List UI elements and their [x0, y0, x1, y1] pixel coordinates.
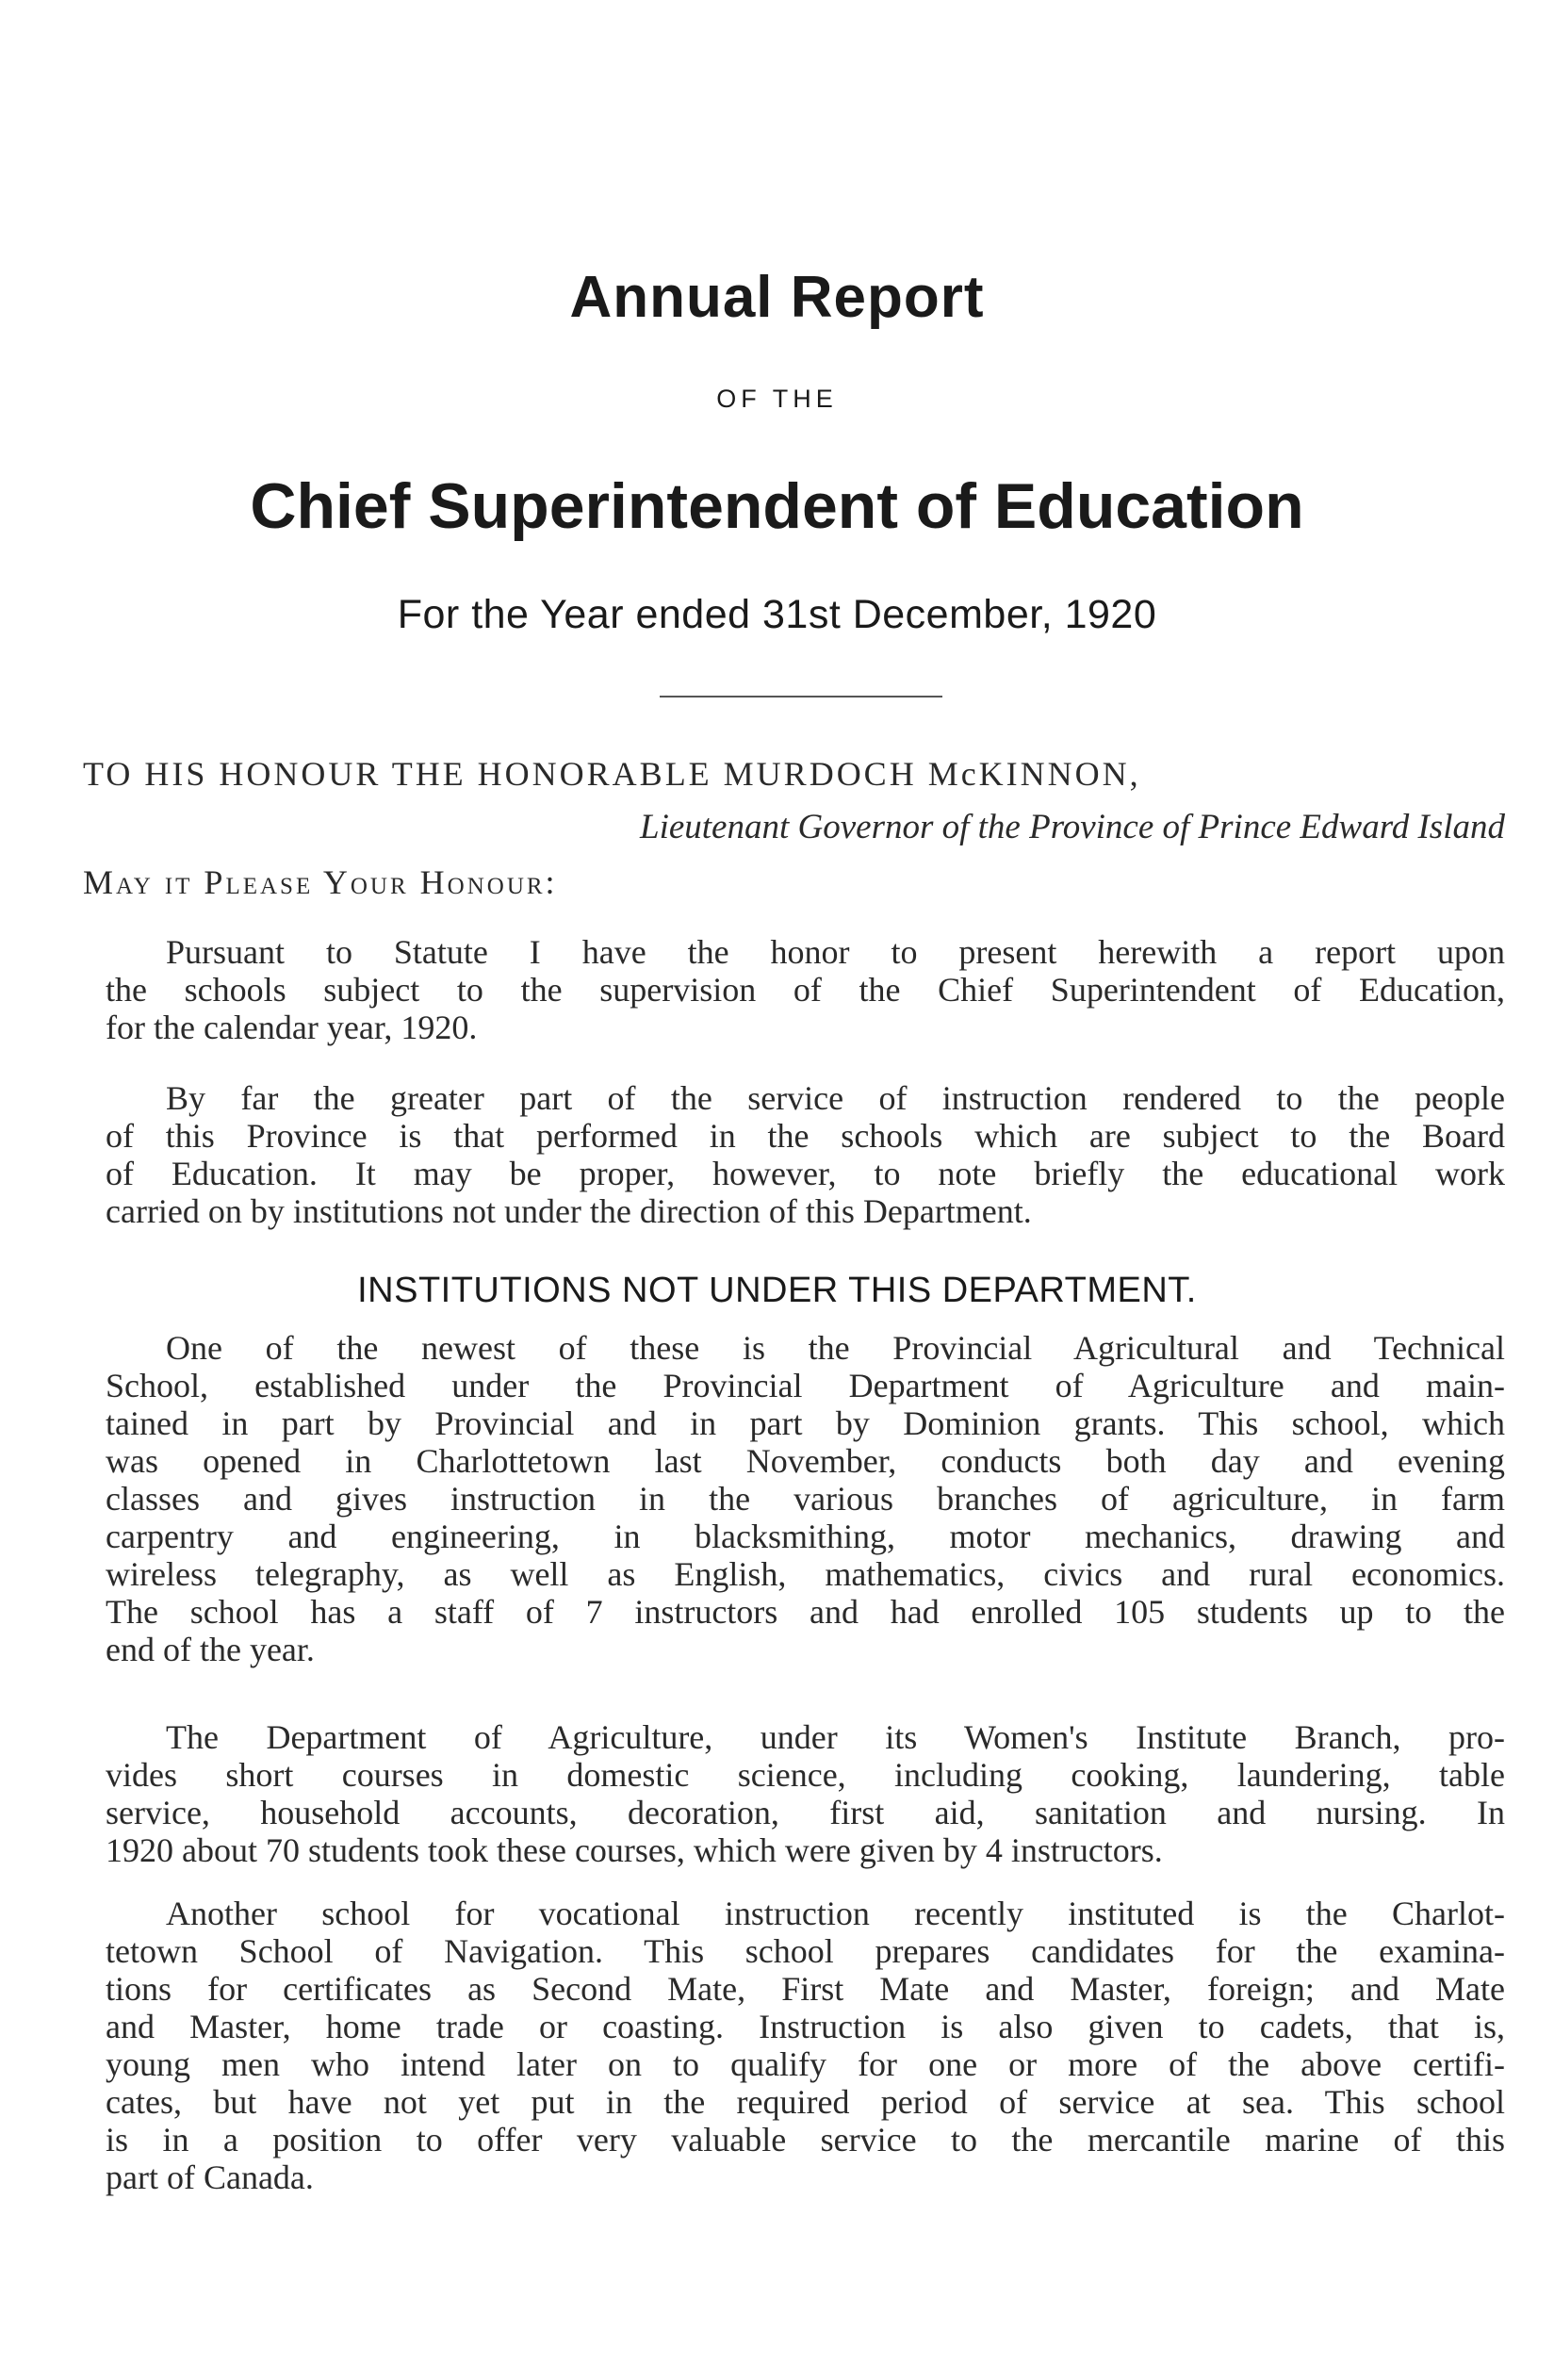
paragraph-line: young men who intend later on to qualify for one or more of the above certifi- — [106, 2045, 1505, 2083]
report-subtitle: Chief Superintendent of Education — [250, 470, 1304, 542]
title-divider — [660, 696, 942, 698]
paragraph-line: Pursuant to Statute I have the honor to present herewith a report upon — [166, 933, 1505, 971]
paragraph-line: was opened in Charlottetown last November, conducts both day and evening — [106, 1442, 1505, 1480]
paragraph-overview — [106, 1079, 1505, 1230]
report-title: Annual Report — [569, 265, 985, 330]
paragraph-line: The Department of Agriculture, under its Women's Institute Branch, pro- — [166, 1718, 1505, 1756]
paragraph-line: for the calendar year, 1920. — [106, 1009, 478, 1046]
paragraph-line: The school has a staff of 7 instructors and had enrolled 105 students up to the — [106, 1593, 1505, 1631]
paragraph-line: end of the year. — [106, 1631, 315, 1668]
paragraph-line: One of the newest of these is the Provincial Agricultural and Technical — [166, 1329, 1505, 1367]
report-title-connector: OF THE — [716, 385, 838, 413]
paragraph-line: tions for certificates as Second Mate, First Mate and Master, foreign; and Mate — [106, 1970, 1505, 2008]
paragraph-womens-institute — [106, 1718, 1505, 1869]
paragraph-line: is in a position to offer very valuable service to the mercantile marine of this — [106, 2121, 1505, 2158]
paragraph-line: 1920 about 70 students took these courses, which were given by 4 instructors. — [106, 1831, 1163, 1869]
paragraph-line: carpentry and engineering, in blacksmithing, motor mechanics, drawing and — [106, 1518, 1505, 1555]
salutation: May it Please Your Honour: — [83, 863, 558, 901]
paragraph-line: tetown School of Navigation. This school prepares candidates for the examina- — [106, 1932, 1505, 1970]
paragraph-line: carried on by institutions not under the direction of this Department. — [106, 1192, 1032, 1230]
paragraph-line: School, established under the Provincial Department of Agriculture and main- — [106, 1367, 1505, 1404]
address-recipient: TO HIS HONOUR THE HONORABLE MURDOCH McKINNON, — [83, 755, 1141, 793]
paragraph-line: part of Canada. — [106, 2158, 314, 2196]
paragraph-line: wireless telegraphy, as well as English, mathematics, civics and rural economics. — [106, 1555, 1505, 1593]
paragraph-line: Another school for vocational instruction recently instituted is the Charlot- — [166, 1895, 1505, 1932]
paragraph-line: of Education. It may be proper, however, to note briefly the educational work — [106, 1155, 1505, 1192]
paragraph-navigation-school — [106, 1895, 1505, 2196]
address-recipient-role: Lieutenant Governor of the Province of Prince Edward Island — [640, 808, 1505, 846]
paragraph-statute — [106, 933, 1505, 1046]
paragraph-line: and Master, home trade or coasting. Instruction is also given to cadets, that is, — [106, 2008, 1505, 2045]
paragraph-line: service, household accounts, decoration, first aid, sanitation and nursing. In — [106, 1794, 1505, 1831]
paragraph-agricultural-school — [106, 1329, 1505, 1668]
paragraph-line: tained in part by Provincial and in part by Dominion grants. This school, which — [106, 1404, 1505, 1442]
report-year-line: For the Year ended 31st December, 1920 — [397, 592, 1157, 637]
paragraph-line: of this Province is that performed in the schools which are subject to the Board — [106, 1117, 1505, 1155]
paragraph-line: vides short courses in domestic science, including cooking, laundering, table — [106, 1756, 1505, 1794]
paragraph-line: the schools subject to the supervision of the Chief Superintendent of Education, — [106, 971, 1505, 1009]
section-heading: INSTITUTIONS NOT UNDER THIS DEPARTMENT. — [357, 1271, 1197, 1310]
paragraph-line: classes and gives instruction in the various branches of agriculture, in farm — [106, 1480, 1505, 1518]
paragraph-line: By far the greater part of the service of instruction rendered to the people — [166, 1079, 1505, 1117]
paragraph-line: cates, but have not yet put in the required period of service at sea. This school — [106, 2083, 1505, 2121]
